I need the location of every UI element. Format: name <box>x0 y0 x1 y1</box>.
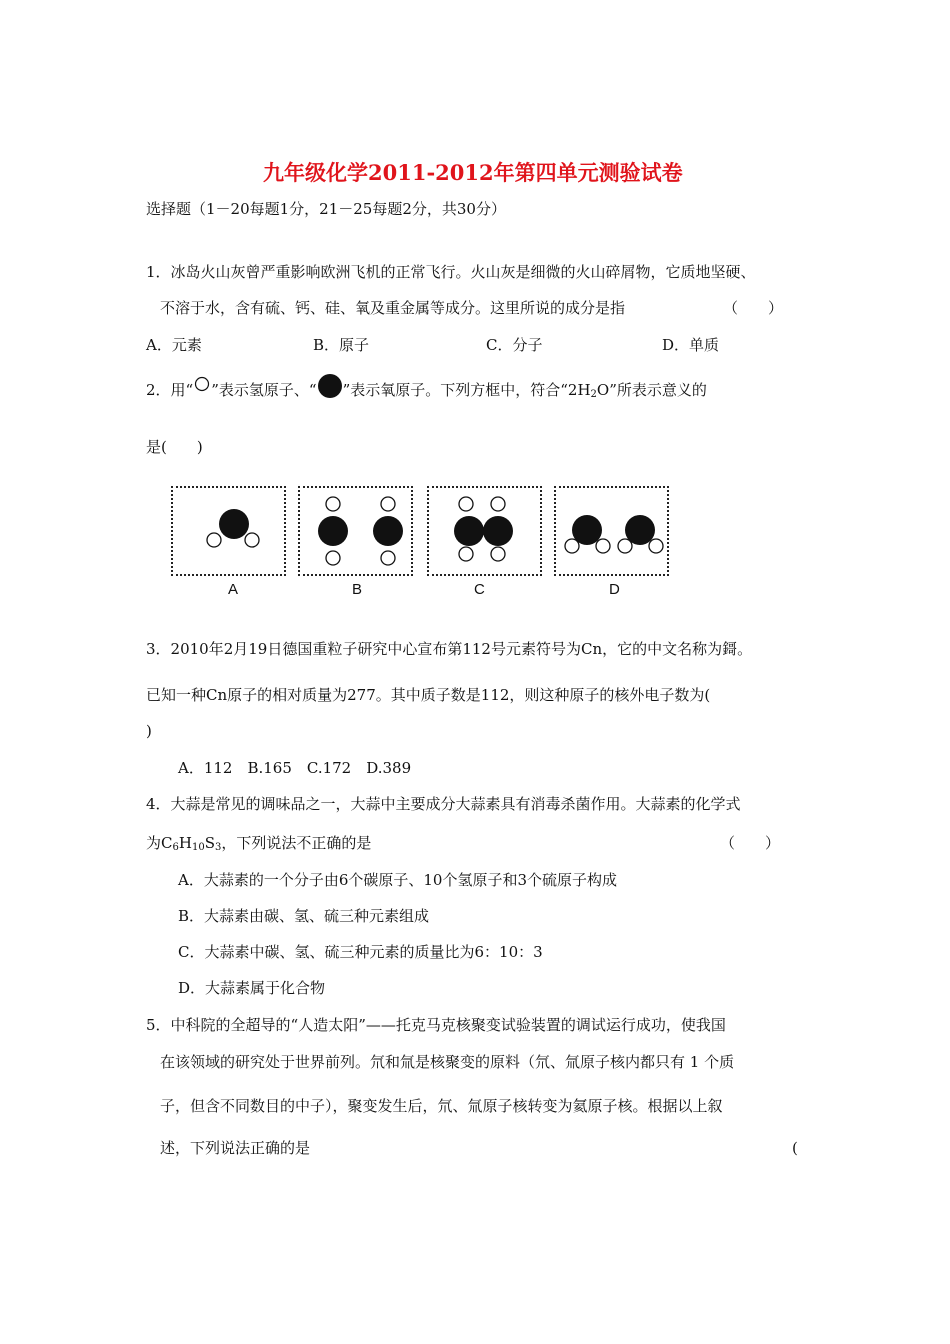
q5-answer-bracket: ( <box>792 1139 798 1157</box>
q1-option-a: A．元素 <box>146 336 202 354</box>
q3-line1: 3．2010年2月19日德国重粒子研究中心宣布第112号元素符号为Cn，它的中文名称为鎶。 <box>146 640 753 658</box>
q4-line1: 4．大蒜是常见的调味品之一，大蒜中主要成分大蒜素具有消毒杀菌作用。大蒜素的化学式 <box>146 795 741 813</box>
oxygen-atom <box>318 516 348 546</box>
hydrogen-atom <box>245 533 259 547</box>
q5-line4: 述，下列说法正确的是 <box>160 1139 311 1157</box>
q3-line2: 已知一种Cn原子的相对质量为277。其中质子数是112，则这种原子的核外电子数为( <box>146 686 711 704</box>
page-title: 九年级化学2011-2012年第四单元测验试卷 <box>263 160 683 185</box>
oxygen-atom <box>373 516 403 546</box>
hydrogen-atom <box>491 547 505 561</box>
q2-text-2: ”表示氢原子、“ <box>211 381 317 399</box>
q5-line1: 5．中科院的全超导的“人造太阳”——托克马克核聚变试验装置的调试运行成功，使我国 <box>146 1016 726 1034</box>
q1-line1: 1．冰岛火山灰曾严重影响欧洲飞机的正常飞行。火山灰是细微的火山碎屑物，它质地坚硬、 <box>146 263 756 281</box>
q1-option-b: B．原子 <box>313 336 370 354</box>
hydrogen-atom <box>459 497 473 511</box>
q4-sub-s: 3 <box>214 842 222 853</box>
molecule-diagram-c <box>429 488 540 574</box>
q4-option-b: B．大蒜素由碳、氢、硫三种元素组成 <box>178 907 430 925</box>
q4-sub-h: 10 <box>191 842 205 853</box>
q4-answer-bracket: （ ） <box>720 834 781 852</box>
hydrogen-atom <box>491 497 505 511</box>
q4-line2 <box>146 833 371 853</box>
q2-text-1: 2．用“ <box>146 381 194 399</box>
q1-option-c: C．分子 <box>486 336 543 354</box>
q4-formula-h: H <box>178 834 192 852</box>
hydrogen-atom <box>596 539 610 553</box>
box-label-b: B <box>352 581 363 598</box>
box-label-d: D <box>609 581 620 598</box>
q4-formula-prefix: 为C <box>146 834 173 852</box>
q1-option-d: D．单质 <box>662 336 720 354</box>
q1-answer-bracket: （ ） <box>723 299 784 317</box>
molecule-box-b <box>298 486 413 576</box>
box-label-c: C <box>474 581 485 598</box>
oxygen-atom <box>219 509 249 539</box>
q2-subscript: 2 <box>590 389 597 400</box>
hydrogen-atom <box>381 497 395 511</box>
q2-text-4: O”所表示意义的 <box>596 381 707 399</box>
q4-line2-rest: ，下列说法不正确的是 <box>221 834 372 852</box>
q4-option-d: D．大蒜素属于化合物 <box>178 979 326 997</box>
hydrogen-atom <box>326 551 340 565</box>
section-header: 选择题（1－20每题1分，21－25每题2分，共30分） <box>146 200 506 218</box>
hydrogen-atom <box>207 533 221 547</box>
molecule-diagram-d <box>556 488 667 574</box>
hydrogen-atom <box>459 547 473 561</box>
hydrogen-atom <box>565 539 579 553</box>
q2-line1 <box>146 380 707 400</box>
hydrogen-atom <box>326 497 340 511</box>
oxygen-atom <box>454 516 484 546</box>
q5-line3: 子，但含不同数目的中子），聚变发生后，氘、氚原子核转变为氦原子核。根据以上叙 <box>160 1097 723 1115</box>
q4-option-a: A．大蒜素的一个分子由6个碳原子、10个氢原子和3个硫原子构成 <box>178 871 618 889</box>
molecule-box-a <box>171 486 286 576</box>
molecule-box-d <box>554 486 669 576</box>
hydrogen-atom <box>649 539 663 553</box>
molecule-box-c <box>427 486 542 576</box>
q2-text-3: ”表示氧原子。下列方框中，符合“2H <box>342 381 591 399</box>
q1-line2: 不溶于水，含有硫、钙、硅、氧及重金属等成分。这里所说的成分是指 <box>160 299 626 317</box>
q4-option-c: C．大蒜素中碳、氢、硫三种元素的质量比为6：10：3 <box>178 943 543 961</box>
q3-line3: ) <box>146 722 152 740</box>
q3-options: A．112 B.165 C.172 D.389 <box>178 759 412 777</box>
hydrogen-atom <box>618 539 632 553</box>
box-label-a: A <box>228 581 239 598</box>
oxygen-atom <box>483 516 513 546</box>
molecule-diagram-a <box>173 488 284 574</box>
oxygen-atom-icon <box>317 373 343 399</box>
q2-line2: 是( ) <box>146 438 203 456</box>
q4-formula-s: S <box>204 834 215 852</box>
molecule-diagram-b <box>300 488 411 574</box>
q5-line2: 在该领域的研究处于世界前列。氘和氚是核聚变的原料（氘、氚原子核内都只有 1 个质 <box>160 1053 735 1071</box>
hydrogen-atom <box>381 551 395 565</box>
q4-sub-c: 6 <box>172 842 179 853</box>
hydrogen-atom-icon <box>193 375 211 393</box>
